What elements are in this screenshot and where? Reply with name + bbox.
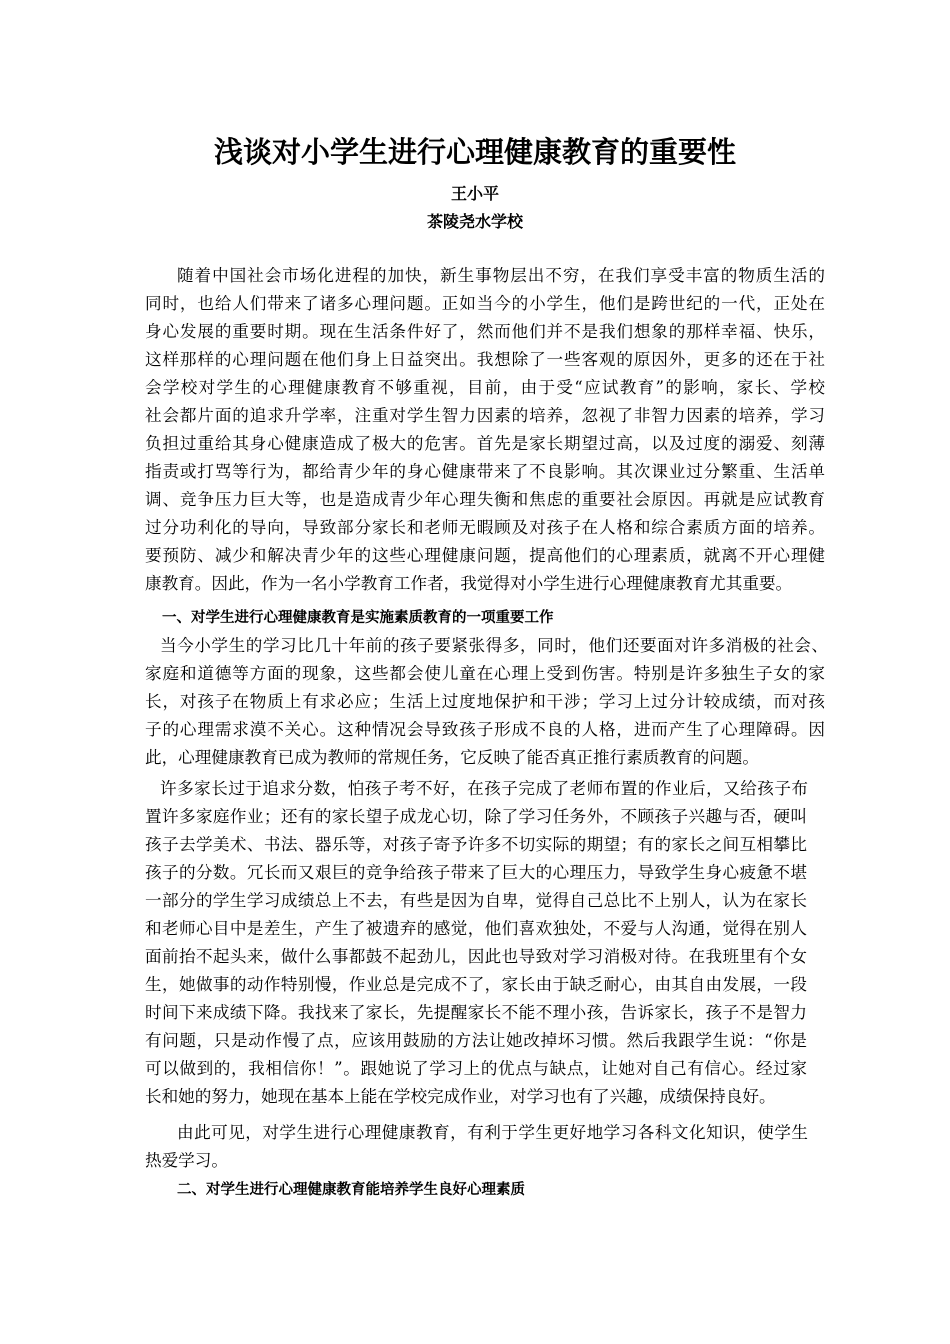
paragraph-line: 家庭和道德等方面的现象，这些都会使儿童在心理上受到伤害。特别是许多独生子女的家 <box>145 664 825 683</box>
paragraph-line: 随着中国社会市场化进程的加快，新生事物层出不穷，在我们享受丰富的物质生活的 <box>177 266 825 285</box>
paragraph-line: 许多家长过于追求分数，怕孩子考不好，在孩子完成了老师布置的作业后，又给孩子布 <box>160 779 808 798</box>
paragraph-line: 这样那样的心理问题在他们身上日益突出。我想除了一些客观的原因外，更多的还在于社 <box>145 350 825 369</box>
paragraph-line: 面前抬不起头来，做什么事都鼓不起劲儿，因此也导致对学习消极对待。在我班里有个女 <box>145 947 807 966</box>
paragraph-line: 孩子去学美术、书法、器乐等，对孩子寄予许多不切实际的期望；有的家长之间互相攀比 <box>145 835 807 854</box>
paragraph-line: 热爱学习。 <box>145 1151 228 1170</box>
paragraph-line: 置许多家庭作业；还有的家长望子成龙心切，除了学习任务外，不顾孩子兴趣与否，硬叫 <box>145 807 807 826</box>
paragraph-line: 长和她的努力，她现在基本上能在学校完成作业，对学习也有了兴趣，成绩保持良好。 <box>145 1087 776 1106</box>
paragraph-line: 身心发展的重要时期。现在生活条件好了，然而他们并不是我们想象的那样幸福、快乐， <box>145 322 825 341</box>
section-heading-1: 一、对学生进行心理健康教育是实施素质教育的一项重要工作 <box>162 610 554 626</box>
paragraph-line: 孩子的分数。冗长而又艰巨的竞争给孩子带来了巨大的心理压力，导致学生身心疲惫不堪 <box>145 863 807 882</box>
paragraph-line: 当今小学生的学习比几十年前的孩子要紧张得多，同时，他们还要面对许多消极的社会、 <box>160 636 828 655</box>
paragraph-line: 一部分的学生学习成绩总上不去，有些是因为自卑，觉得自己总比不上别人，认为在家长 <box>145 891 807 910</box>
paragraph-line: 此，心理健康教育已成为教师的常规任务，它反映了能否真正推行素质教育的问题。 <box>145 748 759 767</box>
paragraph-line: 和老师心目中是差生，产生了被遗弃的感觉，他们喜欢独处，不爱与人沟通，觉得在别人 <box>145 919 807 938</box>
author-name: 王小平 <box>450 184 499 203</box>
paragraph-line: 同时，也给人们带来了诸多心理问题。正如当今的小学生，他们是跨世纪的一代，正处在 <box>145 294 825 313</box>
paragraph-line: 康教育。因此，作为一名小学教育工作者，我觉得对小学生进行心理健康教育尤其重要。 <box>145 574 793 593</box>
paragraph-line: 会学校对学生的心理健康教育不够重视，目前，由于受“应试教育”的影响，家长、学校 <box>145 378 825 397</box>
paragraph-line: 子的心理需求漠不关心。这种情况会导致孩子形成不良的人格，进而产生了心理障碍。因 <box>145 720 825 739</box>
paragraph-line: 由此可见，对学生进行心理健康教育，有利于学生更好地学习各科文化知识，使学生 <box>177 1123 808 1142</box>
paragraph-line: 指责或打骂等行为，都给青少年的身心健康带来了不良影响。其次课业过分繁重、生活单 <box>145 462 825 481</box>
paragraph-line: 长，对孩子在物质上有求必应；生活上过度地保护和干涉；学习上过分计较成绩，而对孩 <box>145 692 825 711</box>
paragraph-line: 负担过重给其身心健康造成了极大的危害。首先是家长期望过高，以及过度的溺爱、刻薄 <box>145 434 825 453</box>
school-name: 茶陵尧水学校 <box>426 212 523 231</box>
paragraph-line: 过分功利化的导向，导致部分家长和老师无暇顾及对孩子在人格和综合素质方面的培养。 <box>145 518 825 537</box>
paragraph-line: 有问题，只是动作慢了点，应该用鼓励的方法让她改掉坏习惯。然后我跟学生说：“你是 <box>145 1031 807 1050</box>
document-title: 浅谈对小学生进行心理健康教育的重要性 <box>213 135 736 169</box>
paragraph-line: 社会都片面的追求升学率，注重对学生智力因素的培养，忽视了非智力因素的培养，学习 <box>145 406 825 425</box>
paragraph-line: 时间下来成绩下降。我找来了家长，先提醒家长不能不理小孩，告诉家长，孩子不是智力 <box>145 1003 807 1022</box>
paragraph-line: 调、竞争压力巨大等，也是造成青少年心理失衡和焦虑的重要社会原因。再就是应试教育 <box>145 490 825 509</box>
paragraph-line: 要预防、减少和解决青少年的这些心理健康问题，提高他们的心理素质，就离不开心理健 <box>145 546 825 565</box>
paragraph-line: 可以做到的，我相信你！”。跟她说了学习上的优点与缺点，让她对自己有信心。经过家 <box>145 1059 807 1078</box>
section-heading-2: 二、对学生进行心理健康教育能培养学生良好心理素质 <box>177 1182 525 1198</box>
paragraph-line: 生，她做事的动作特别慢，作业总是完成不了，家长由于缺乏耐心，由其自由发展，一段 <box>145 975 807 994</box>
